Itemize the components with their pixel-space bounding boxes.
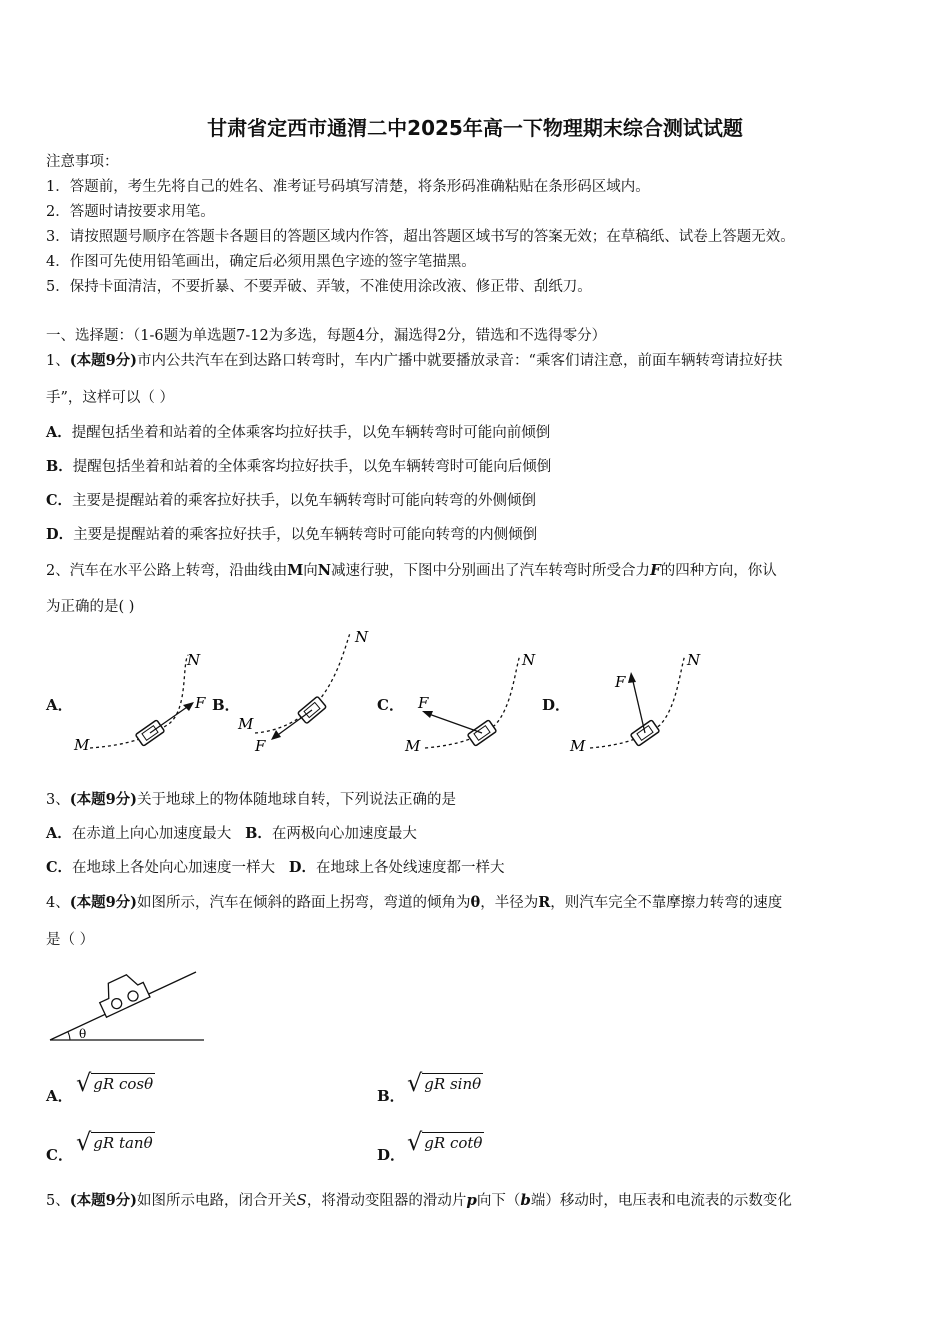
- q3-option-a-label: A．: [46, 825, 72, 842]
- q3-option-d-text: 在地球上各处线速度都一样大: [315, 860, 505, 876]
- q5-stem: [46, 1190, 792, 1211]
- q3-option-b-text: 在两极向心加速度最大: [271, 826, 417, 842]
- q1-stem-text: 市内公共汽车在到达路口转弯时，车内广播中就要播放录音：“乘客们请注意，前面车辆转弯请拉好扶: [137, 353, 783, 369]
- q1-option-c-label: C．: [46, 492, 73, 509]
- q2-fig-c-f: F: [418, 694, 429, 712]
- q4-option-a-formula: [76, 1071, 155, 1095]
- q1-option-d: [46, 525, 537, 545]
- q5-score: (本题9分): [69, 1192, 138, 1209]
- q4-stem-part: ，则汽车完全不靠摩擦力转弯的速度: [550, 895, 783, 911]
- q2-fig-c-label: C．: [377, 696, 404, 714]
- q3-options-row1: [46, 824, 417, 844]
- q2-fig-d-m: M: [570, 737, 586, 755]
- notice-item-4: 4．作图可先使用铅笔画出，确定后必须用黑色字迹的签字笔描黑。: [46, 254, 476, 270]
- q4-stem-part: ，半径为: [480, 895, 539, 911]
- q2-f-label: F: [650, 561, 661, 579]
- q5-b: b: [520, 1191, 531, 1209]
- q2-figure-c: [400, 645, 550, 760]
- q1-option-d-label: D．: [46, 526, 74, 543]
- q3-option-b-label: B．: [245, 825, 272, 842]
- q4-option-c-formula: [76, 1130, 155, 1154]
- q5-stem-part: ，将滑动变阻器的滑动片: [306, 1193, 467, 1209]
- sqrt-icon: √: [407, 1128, 423, 1156]
- q2-fig-d-f: F: [615, 673, 626, 691]
- q2-stem-line1: [46, 560, 777, 581]
- q2-fig-b-f: F: [255, 737, 266, 755]
- q2-fig-d-label: D．: [542, 696, 571, 714]
- q1-option-b-label: B．: [46, 458, 73, 475]
- q4-option-b-formula: [407, 1071, 483, 1095]
- q1-option-d-text: 主要是提醒站着的乘客拉好扶手，以免车辆转弯时可能向转弯的内侧倾倒: [73, 527, 538, 543]
- sqrt-icon: √: [407, 1069, 423, 1097]
- q2-stem-part: 向: [303, 563, 318, 579]
- notice-item-5: 5．保持卡面清洁，不要折暴、不要弄破、弄皱，不准使用涂改液、修正带、刮纸刀。: [46, 279, 592, 295]
- q4-option-d-formula: [407, 1130, 484, 1154]
- q2-m-label: M: [287, 562, 304, 579]
- q5-p: p: [466, 1191, 477, 1209]
- q2-fig-a-f: F: [195, 694, 206, 712]
- q4-angle-arc: [68, 1032, 70, 1040]
- q4-score: (本题9分): [69, 894, 138, 911]
- q4-option-a-expr: gR cosθ: [93, 1075, 154, 1093]
- q2-figure-b: [235, 625, 375, 755]
- q4-stem-line1: [46, 893, 782, 913]
- q1-option-a: [46, 423, 550, 443]
- q3-option-d-label: D．: [288, 859, 316, 876]
- q3-options-row2: [46, 858, 504, 878]
- q2-fig-d-arrowhead: [628, 672, 636, 683]
- q2-fig-a-m: M: [74, 736, 90, 754]
- q1-number: 1、: [46, 353, 70, 369]
- q4-option-a-label: A．: [46, 1087, 73, 1105]
- q3-number: 3、: [46, 792, 70, 808]
- q2-fig-b-label: B．: [212, 696, 240, 714]
- q4-option-b-expr: gR sinθ: [424, 1075, 482, 1093]
- notice-item-1: 1．答题前，考生先将自己的姓名、准考证号码填写清楚，将条形码准确粘贴在条形码区域内。: [46, 179, 650, 195]
- q2-fig-c-n: N: [522, 651, 536, 669]
- q4-stem-line2: 是（ ）: [46, 932, 95, 948]
- q3-option-c-text: 在地球上各处向心加速度一样大: [72, 860, 276, 876]
- q2-figure-a: [70, 645, 215, 760]
- notice-item-2: 2．答题时请按要求用笔。: [46, 204, 215, 220]
- q2-fig-a-n: N: [187, 651, 201, 669]
- q4-r: R: [538, 894, 551, 911]
- q5-stem-part: 端）移动时，电压表和电流表的示数变化: [530, 1193, 792, 1209]
- q2-figure-d: [565, 645, 715, 760]
- q4-number: 4、: [46, 895, 70, 911]
- q2-fig-b-m: M: [238, 715, 254, 733]
- q1-stem-line2: 手”，这样可以（ ）: [46, 390, 175, 406]
- q1-option-c-text: 主要是提醒站着的乘客拉好扶手，以免车辆转弯时可能向转弯的外侧倾倒: [72, 493, 537, 509]
- q2-fig-d-n: N: [687, 651, 701, 669]
- q1-option-b-text: 提醒包括坐着和站着的全体乘客均拉好扶手，以免车辆转弯时可能向后倾倒: [72, 459, 552, 475]
- q4-incline-figure: [46, 960, 211, 1046]
- q2-stem-part: 减速行驶，下图中分别画出了汽车转弯时所受合力: [331, 563, 651, 579]
- q4-angle-label: θ: [79, 1027, 87, 1041]
- q3-option-c-label: C．: [46, 859, 73, 876]
- q4-option-d-label: D．: [377, 1146, 406, 1164]
- q4-option-b-label: B．: [377, 1087, 405, 1105]
- q4-car-icon: [94, 970, 150, 1017]
- q4-theta: θ: [470, 894, 481, 911]
- q2-stem-line2: 为正确的是( ): [46, 599, 135, 615]
- q3-stem: [46, 790, 456, 810]
- q2-n-label: N: [317, 562, 332, 579]
- q2-fig-a-arrowhead: [183, 702, 194, 711]
- q3-stem-text: 关于地球上的物体随地球自转，下列说法正确的是: [137, 792, 457, 808]
- q2-fig-c-arrowhead: [422, 711, 433, 718]
- q2-stem-part: 的四种方向，你认: [660, 563, 777, 579]
- q3-option-a-text: 在赤道上向心加速度最大: [71, 826, 232, 842]
- notice-item-3: 3．请按照题号顺序在答题卡各题目的答题区域内作答，超出答题区域书写的答案无效；在草稿纸、试卷上答题无效。: [46, 229, 795, 245]
- q1-option-b: [46, 457, 551, 477]
- q4-option-d-expr: gR cotθ: [424, 1134, 483, 1152]
- q5-stem-part: 向下（: [476, 1193, 521, 1209]
- section-heading: 一、选择题：（1-6题为单选题7-12为多选，每题4分，漏选得2分，错选和不选得零分）: [46, 328, 607, 344]
- q3-score: (本题9分): [69, 791, 138, 808]
- q2-fig-b-n: N: [355, 628, 369, 646]
- q2-stem-part: 2、汽车在水平公路上转弯，沿曲线由: [46, 563, 288, 579]
- q4-option-c-expr: gR tanθ: [93, 1134, 153, 1152]
- q1-score: (本题9分): [69, 352, 138, 369]
- q1-option-a-label: A．: [46, 424, 72, 441]
- q2-fig-a-label: A．: [46, 696, 73, 714]
- sqrt-icon: √: [76, 1128, 92, 1156]
- q5-number: 5、: [46, 1193, 70, 1209]
- q4-stem-part: 如图所示，汽车在倾斜的路面上拐弯，弯道的倾角为: [137, 895, 471, 911]
- q1-stem-line1: [46, 351, 782, 371]
- sqrt-icon: √: [76, 1069, 92, 1097]
- q4-option-c-label: C．: [46, 1146, 73, 1164]
- q5-stem-part: 如图所示电路，闭合开关: [137, 1193, 297, 1209]
- page-title: 甘肃省定西市通渭二中2025年高一下物理期末综合测试试题: [207, 116, 743, 140]
- q2-fig-d-force-arrow: [632, 677, 645, 733]
- q1-option-c: [46, 491, 536, 511]
- q2-fig-a-force-arrow: [150, 705, 190, 733]
- q1-option-a-text: 提醒包括坐着和站着的全体乘客均拉好扶手，以免车辆转弯时可能向前倾倒: [71, 425, 551, 441]
- q5-s: S: [296, 1191, 307, 1209]
- q2-fig-c-force-arrow: [426, 713, 482, 733]
- notice-heading: 注意事项：: [46, 154, 119, 170]
- q2-fig-b-arrowhead: [271, 730, 281, 740]
- q2-fig-c-m: M: [405, 737, 421, 755]
